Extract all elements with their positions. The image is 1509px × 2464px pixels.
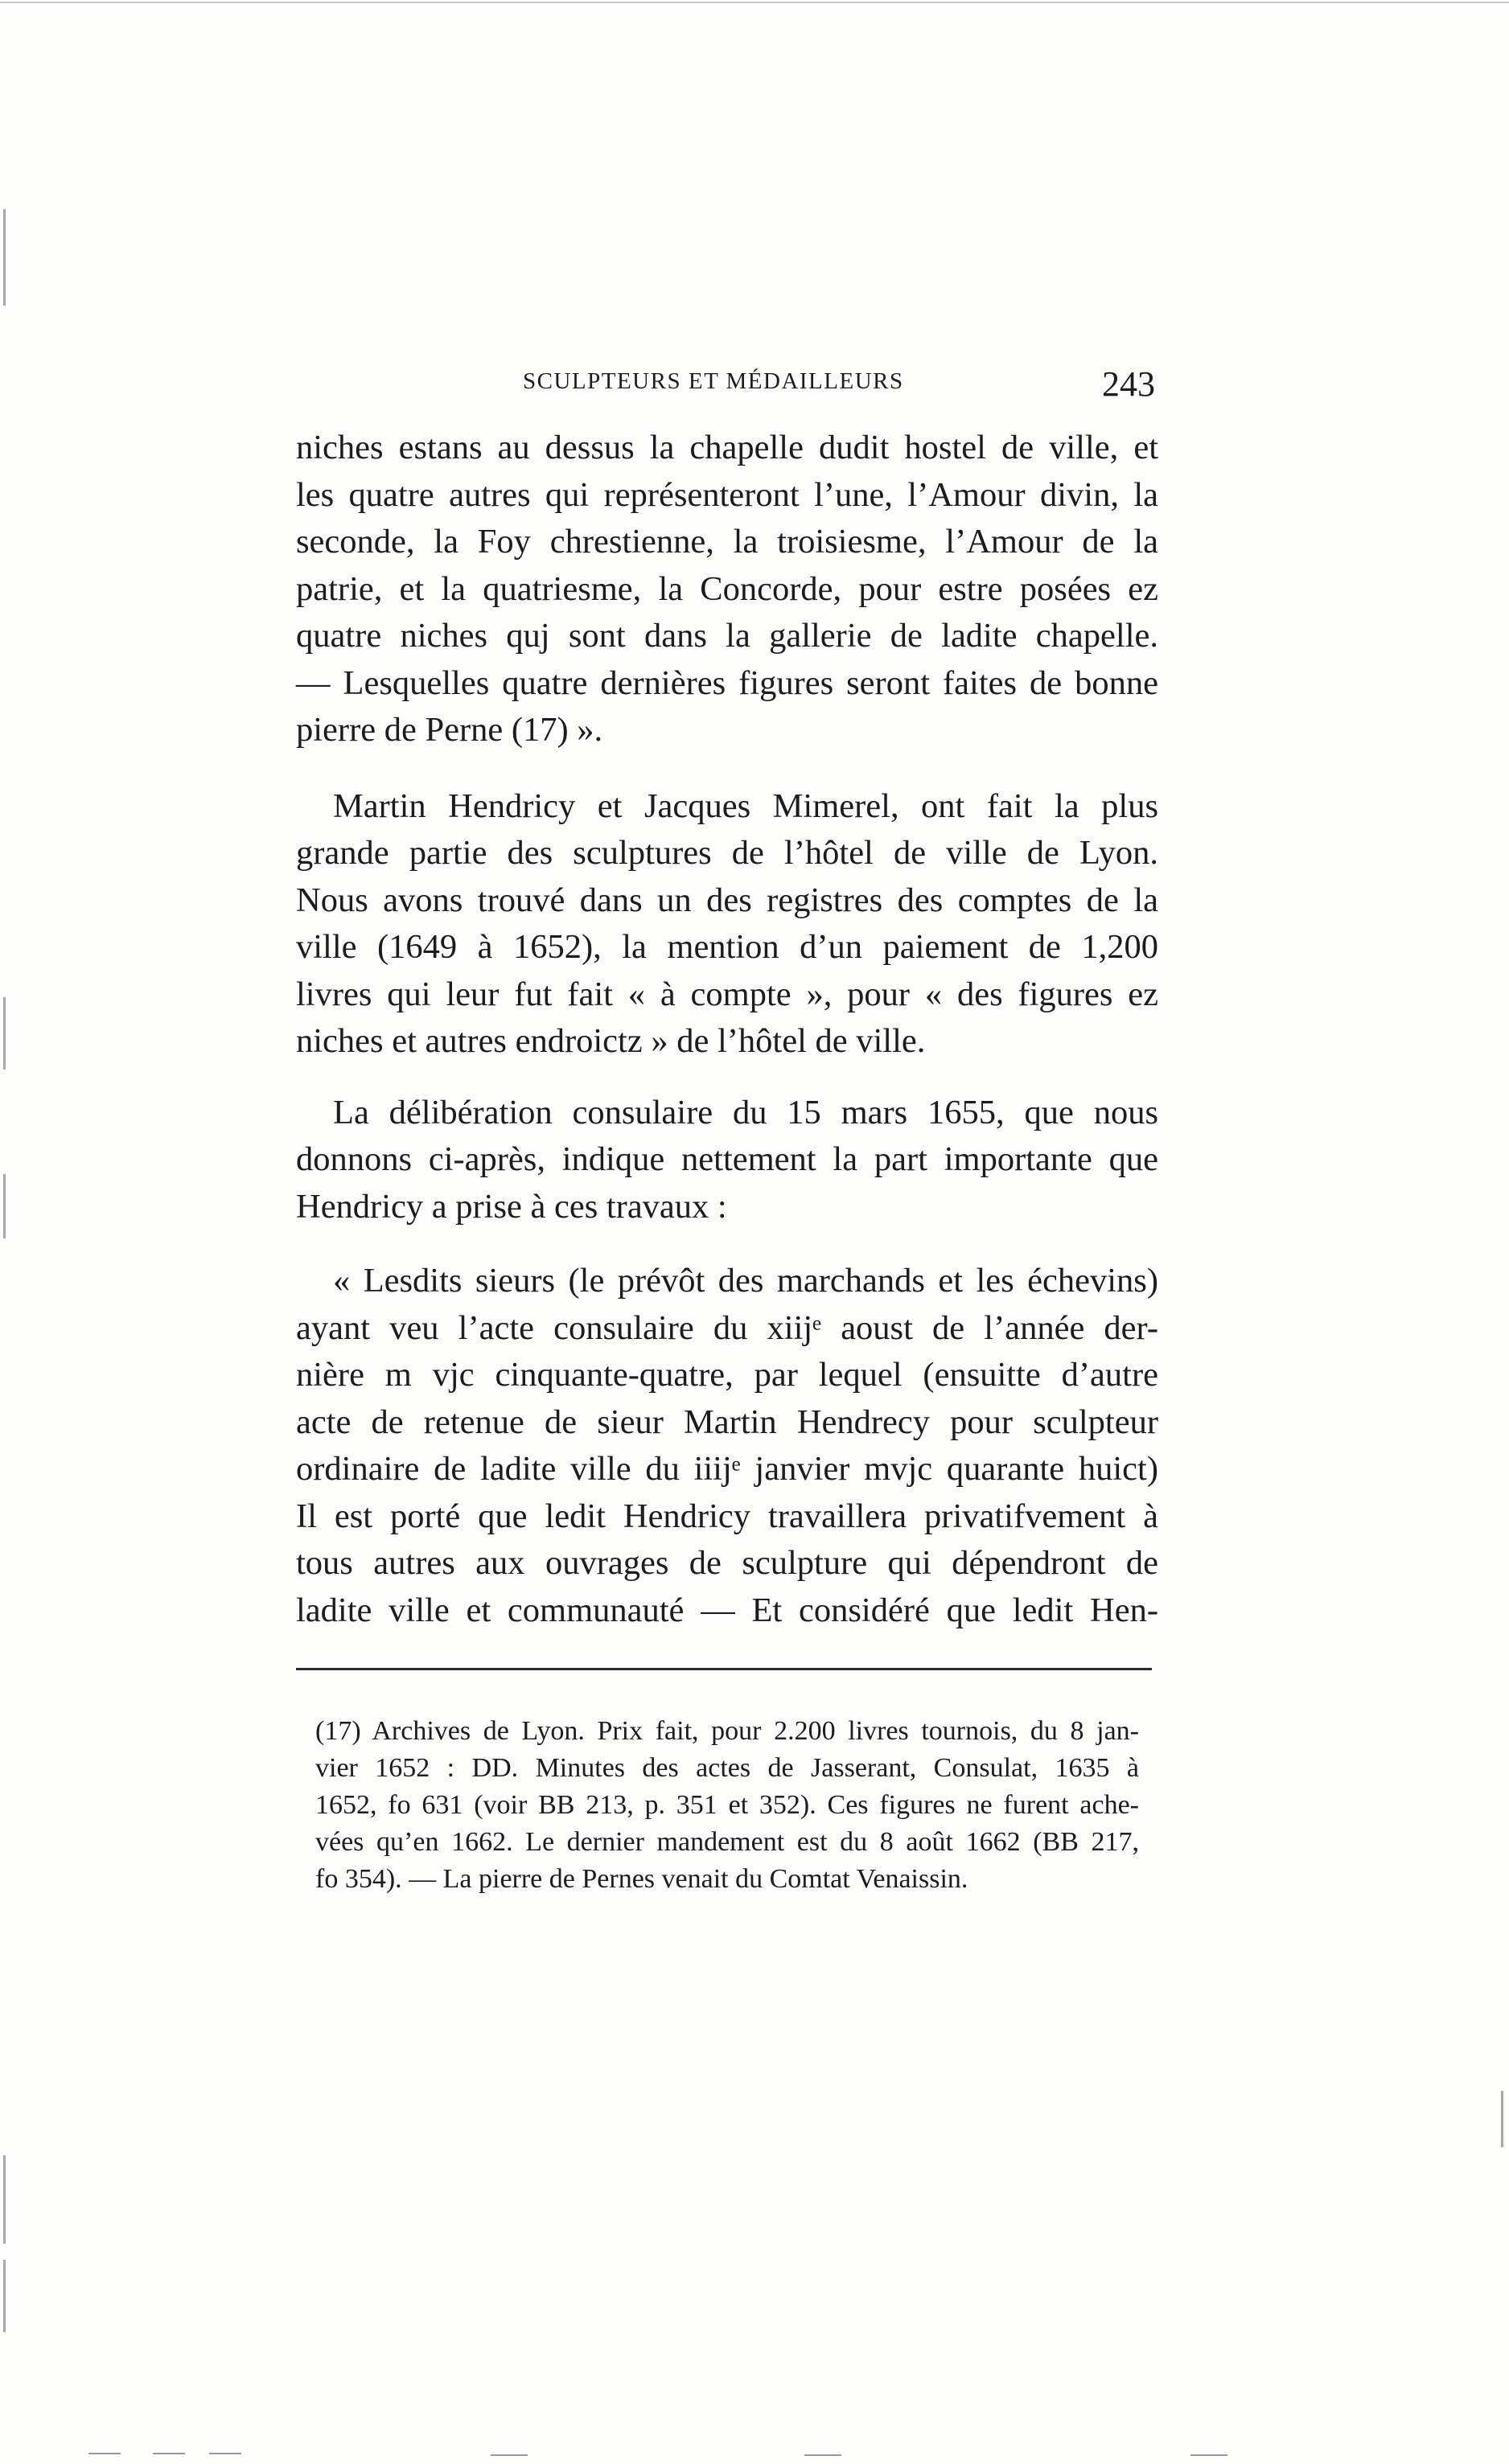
scan-bottom-dash (153, 2453, 185, 2454)
scan-edge-top (0, 2, 1509, 3)
text-line: acte de retenue de sieur Martin Hendrecy pour sculpteur (296, 1402, 1158, 1441)
scan-edge-right-mark (1501, 2091, 1503, 2147)
text-line: grande partie des sculptures de l’hôtel de ville de Lyon. (296, 834, 1158, 872)
text-line: quatre niches quj sont dans la gallerie de ladite chapelle. (296, 617, 1158, 655)
scan-bottom-dash (1190, 2454, 1227, 2456)
text-line: La délibération consulaire du 15 mars 1655, que nous (333, 1093, 1158, 1131)
footnote-line: (17) Archives de Lyon. Prix fait, pour 2.200 livres tournois, du 8 jan- (315, 1716, 1139, 1746)
text-line: seconde, la Foy chrestienne, la troisiesme, l’Amour de la (296, 523, 1158, 561)
scan-edge-left-mark (3, 997, 6, 1070)
scan-bottom-dash (491, 2454, 528, 2456)
text-line: ordinaire de ladite ville du iiijᵉ janvier mvjc quarante huict) (296, 1450, 1158, 1488)
scan-edge-left-mark (3, 2155, 6, 2244)
text-line: nière m vjc cinquante-quatre, par lequel (ensuitte d’autre (296, 1356, 1158, 1394)
paragraph-spacer (296, 1230, 1158, 1258)
scan-edge-left-mark (3, 1174, 6, 1238)
footnote-rule (296, 1668, 1152, 1670)
quotation-paragraph (296, 1258, 1158, 1634)
text-line: Martin Hendricy et Jacques Mimerel, ont fait la plus (333, 786, 1158, 825)
text-line: Hendricy a prise à ces travaux : (296, 1187, 727, 1226)
paragraph-continued (296, 425, 1158, 754)
footnote-line: fo 354). — La pierre de Pernes venait du Comtat Venaissin. (315, 1864, 968, 1894)
text-line: tous autres aux ouvrages de sculpture qui dépendront de (296, 1544, 1158, 1582)
text-line: les quatre autres qui représenteront l’une, l’Amour divin, la (296, 475, 1158, 514)
footnotes (315, 1713, 1139, 1898)
footnote-line: vées qu’en 1662. Le dernier mandement est du 8 août 1662 (BB 217, (315, 1827, 1139, 1857)
body-text (296, 425, 1158, 1634)
text-line: livres qui leur fut fait « à compte », pour « des figures ez (296, 975, 1158, 1013)
scan-edge-left-mark (3, 209, 6, 306)
scan-bottom-dash (804, 2454, 841, 2456)
text-line: ayant veu l’acte consulaire du xiijᵉ aoust de l’année der- (296, 1308, 1158, 1347)
footnote-line: 1652, fo 631 (voir BB 213, p. 351 et 352). Ces figures ne furent ache- (315, 1790, 1139, 1820)
running-head (299, 360, 1160, 409)
text-line: niches et autres endroictz » de l’hôtel de ville. (296, 1022, 926, 1060)
text-line: ladite ville et communauté — Et considéré que ledit Hen- (296, 1591, 1158, 1629)
text-line: patrie, et la quatriesme, la Concorde, pour estre posées ez (296, 569, 1158, 608)
footnote-line: vier 1652 : DD. Minutes des actes de Jasserant, Consulat, 1635 à (315, 1753, 1139, 1783)
paragraph (296, 783, 1158, 1066)
text-line: donnons ci-après, indique nettement la part importante que (296, 1140, 1158, 1178)
text-line: pierre de Perne (17) ». (296, 711, 603, 749)
text-line: niches estans au dessus la chapelle dudit hostel de ville, et (296, 429, 1158, 466)
paragraph-spacer (296, 754, 1158, 783)
text-line: — Lesquelles quatre dernières figures seront faites de bonne (296, 663, 1158, 702)
page-number: 243 (1102, 364, 1155, 404)
paragraph-spacer (296, 1066, 1158, 1090)
text-line: Il est porté que ledit Hendricy travaillera privatifvement à (296, 1497, 1158, 1535)
text-line: Nous avons trouvé dans un des registres des comptes de la (296, 881, 1158, 919)
scan-bottom-dash (88, 2453, 121, 2454)
text-line: ville (1649 à 1652), la mention d’un paiement de 1,200 (296, 928, 1158, 966)
text-line: « Lesdits sieurs (le prévôt des marchands et les échevins) (333, 1262, 1158, 1300)
scan-bottom-dash (209, 2453, 241, 2454)
scan-edge-left-mark (3, 2260, 6, 2332)
running-title: SCULPTEURS ET MÉDAILLEURS (523, 368, 904, 394)
paragraph (296, 1090, 1158, 1231)
